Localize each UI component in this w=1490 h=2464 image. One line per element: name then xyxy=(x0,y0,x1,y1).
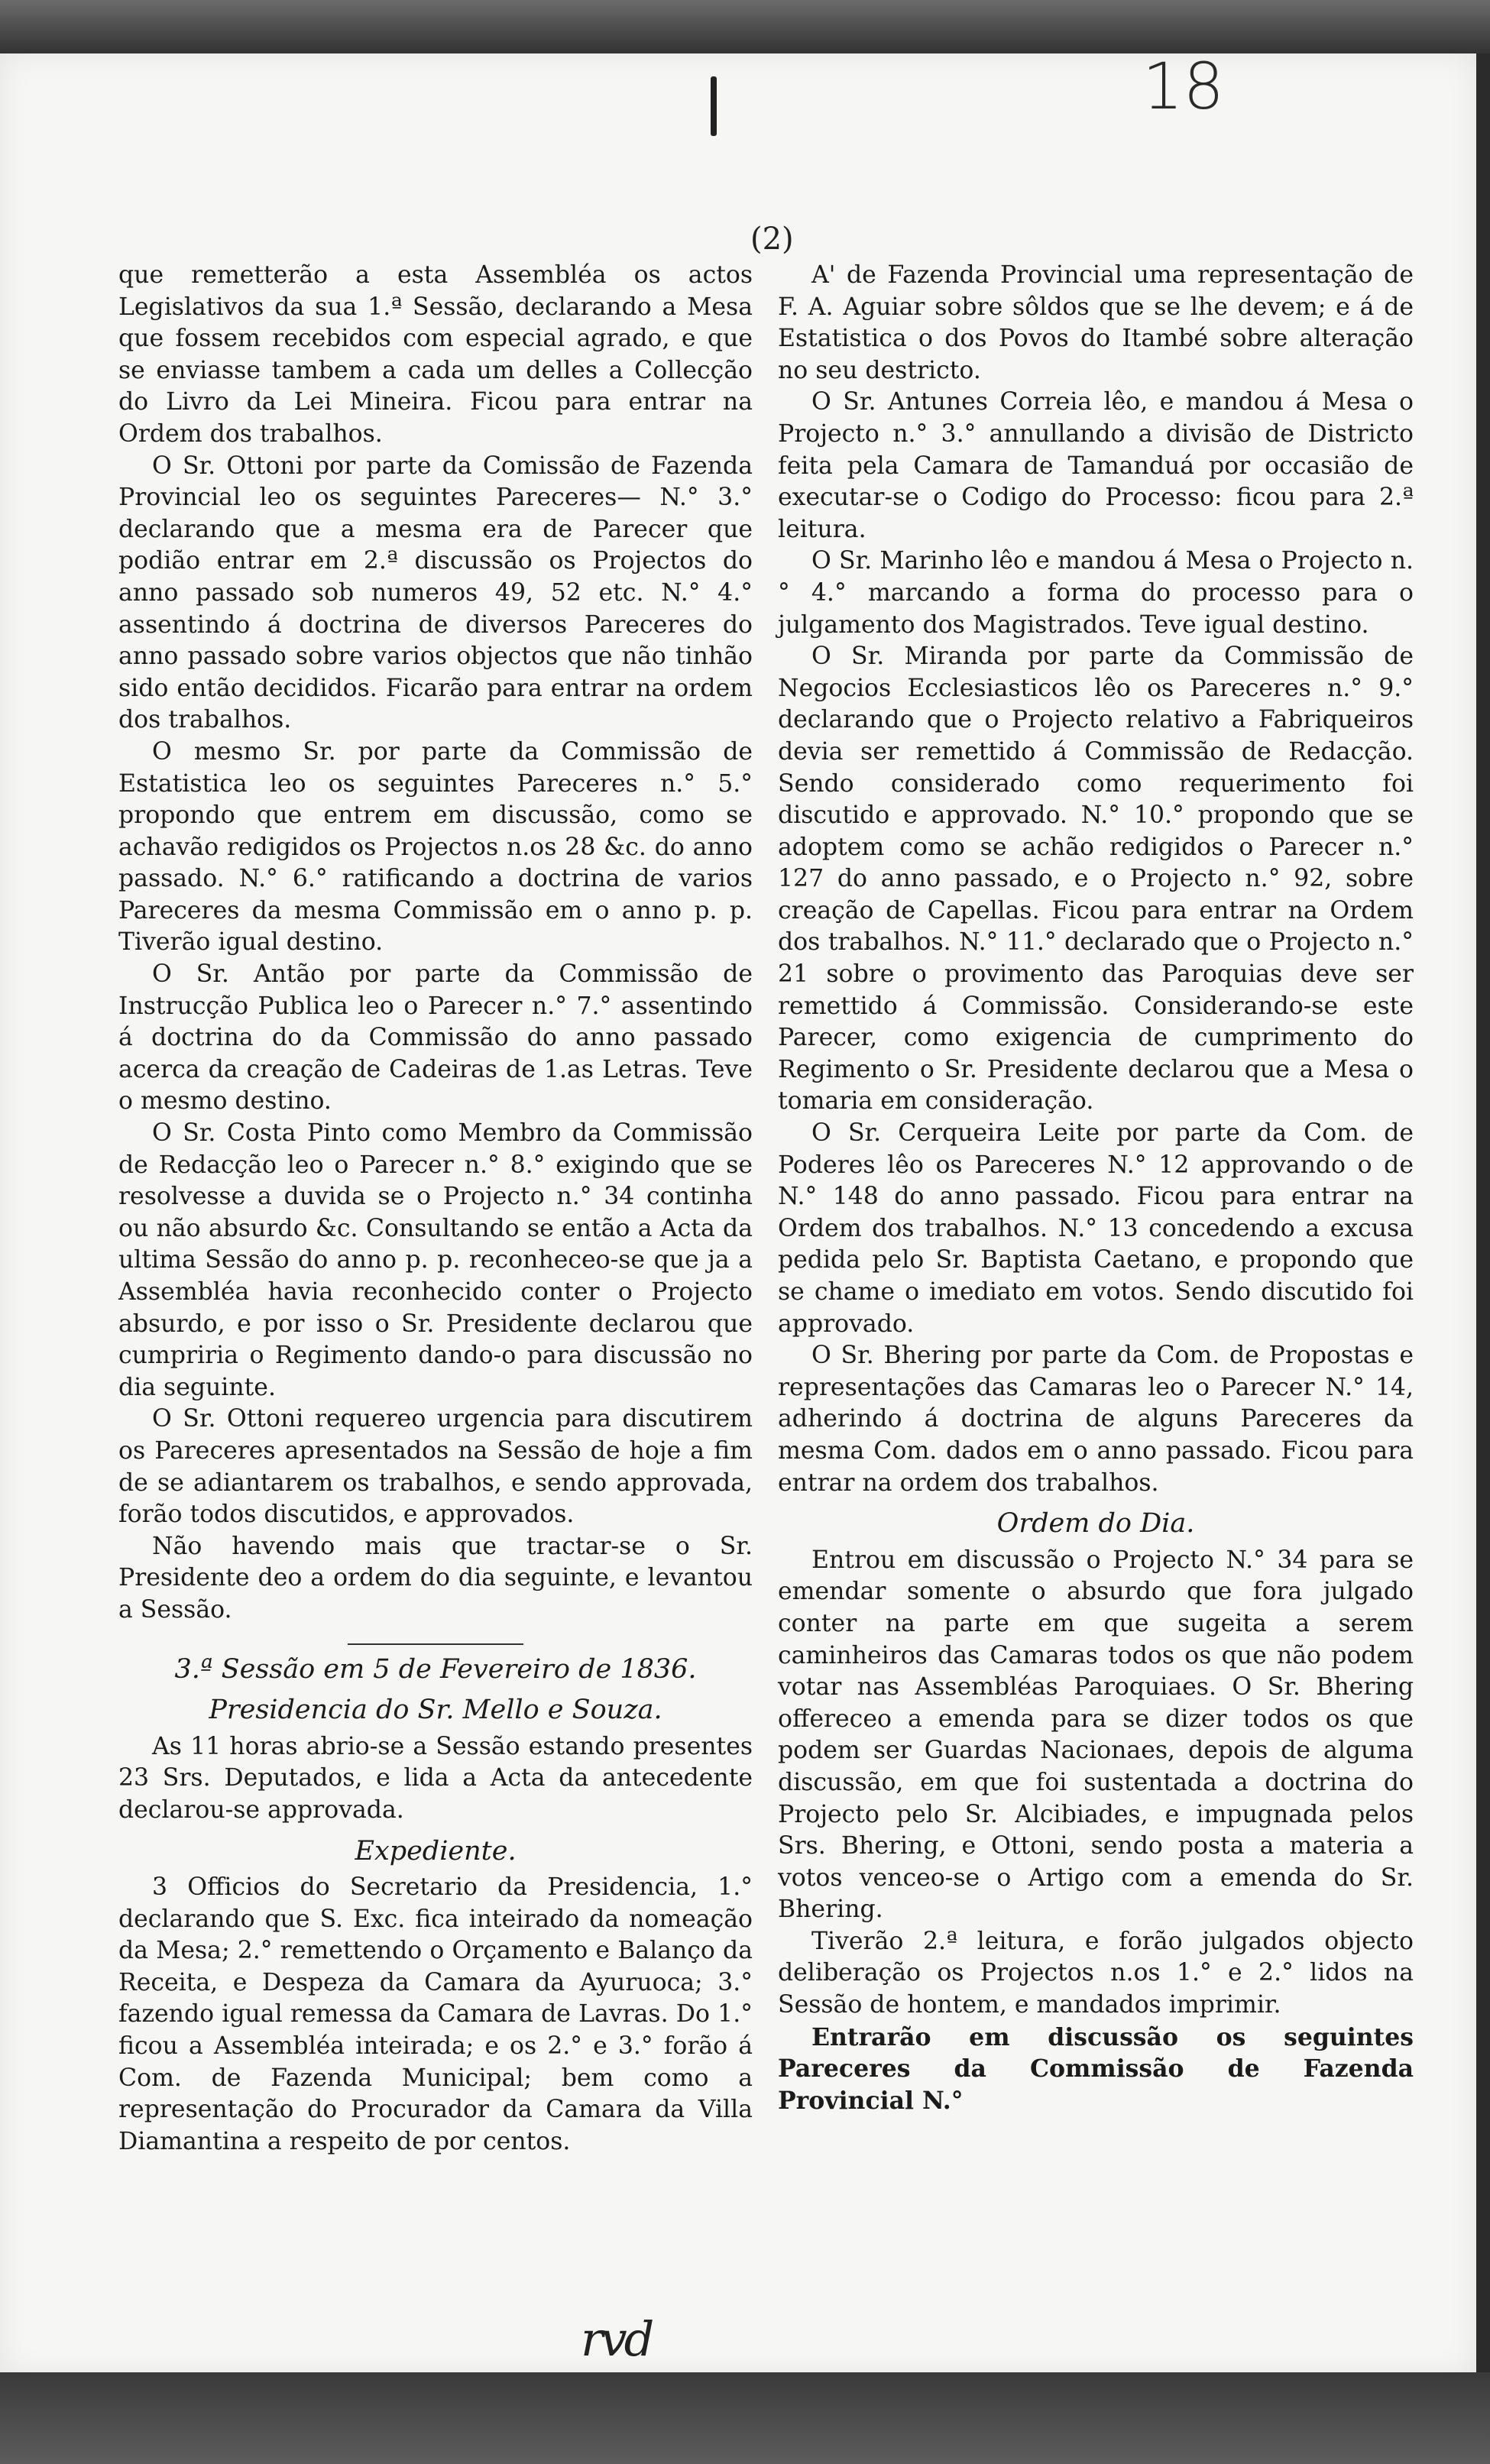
paragraph: 3 Officios do Secretario da Presidencia, 1.° declarando que S. Exc. fica inteirado da nomeação da Mesa; 2.° remettendo o Orçamento e Balanço da Receita, e Despeza da Camara da Ayuruoca; 3.° fazendo igual remessa da Camara de Lavras. Do 1.° ficou a Assembléa inteirada; e os 2.° e 3.° forão á Com. de Fazenda Municipal; bem como a representação do Procurador da Camara da Villa Diamantina a respeito de por centos. xyxy=(118,1873,753,2155)
scan-border-right xyxy=(1476,53,1490,2376)
paragraph: O Sr. Bhering por parte da Com. de Propostas e representações das Camaras leo o Parecer N.° 14, adherindo á doctrina de alguns Pareceres da mesma Com. dados em o anno passado. Ficou para entrar na ordem dos trabalhos. xyxy=(778,1342,1414,1497)
paragraph: O mesmo Sr. por parte da Commissão de Estatistica leo os seguintes Pareceres n.° 5.° propondo que entrem em discussão, como se achavão redigidos os Projectos n.os 28 &c. do anno passado. N.° 6.° ratificando a doctrina de varios Pareceres da mesma Commissão em o anno p. p. Tiverão igual destino. xyxy=(118,737,753,957)
left-column xyxy=(118,260,753,2158)
page-number: (2) xyxy=(750,222,794,257)
section-divider xyxy=(348,1643,523,1645)
right-column xyxy=(778,260,1414,2116)
paragraph: O Sr. Miranda por parte da Commissão de Negocios Ecclesiasticos lêo os Pareceres n.° 9.° declarando que o Projecto relativo a Fabriqueiros devia ser remettido á Commissão de Redacção. Sendo considerado como requerimento foi discutido e approvado. N.° 10.° propondo que se adoptem como se achão redigidos o Parecer n.° 127 do anno passado, e o Projecto n.° 92, sobre creação de Capellas. Ficou para entrar na Ordem dos trabalhos. N.° 11.° declarado que o Projecto n.° 21 sobre o provimento das Paroquias deve ser remettido á Commissão. Considerando-se este Parecer, como exigencia de cumprimento do Regimento o Sr. Presidente declarou que a Mesa o tomaria em consideração. xyxy=(778,643,1414,1115)
expediente-heading: Expediente. xyxy=(355,1835,517,1867)
paragraph: As 11 horas abrio-se a Sessão estando presentes 23 Srs. Deputados, e lida a Acta da antecedente declarou-se approvada. xyxy=(118,1732,753,1824)
paragraph: O Sr. Antão por parte da Commissão de Instrucção Publica leo o Parecer n.° 7.° assentindo á doctrina do da Commissão do anno passado acerca da creação de Cadeiras de 1.as Letras. Teve o mesmo destino. xyxy=(118,960,753,1115)
paragraph: O Sr. Costa Pinto como Membro da Commissão de Redacção leo o Parecer n.° 8.° exigindo que se resolvesse a duvida se o Projecto n.° 34 continha ou não absurdo &c. Consultando se então a Acta da ultima Sessão do anno p. p. reconheceo-se que ja a Assembléa havia reconhecido conter o Projecto absurdo, e por isso o Sr. Presidente declarou que cumpriria o Regimento dando-o para discussão no dia seguinte. xyxy=(118,1119,753,1401)
paragraph: O Sr. Marinho lêo e mandou á Mesa o Projecto n.° 4.° marcando a forma do processo para o julgamento dos Magistrados. Teve igual destino. xyxy=(778,547,1414,639)
paragraph: O Sr. Antunes Correia lêo, e mandou á Mesa o Projecto n.° 3.° annullando a divisão de Districto feita pela Camara de Tamanduá por occasião de executar-se o Codigo do Processo: ficou para 2.ª leitura. xyxy=(778,388,1414,543)
paragraph: O Sr. Ottoni requereo urgencia para discutirem os Pareceres apresentados na Sessão de hoje a fim de se adiantarem os trabalhos, e sendo approvada, forão todos discutidos, e approvados. xyxy=(118,1405,753,1529)
paragraph: Não havendo mais que tractar-se o Sr. Presidente deo a ordem do dia seguinte, e levantou a Sessão. xyxy=(118,1532,753,1624)
paragraph: Entrou em discussão o Projecto N.° 34 para se emendar somente o absurdo que fora julgado conter na parte em que sugeita a serem caminheiros das Camaras todos os que não podem votar nas Assembléas Paroquiaes. O Sr. Bhering offereceo a emenda para se dizer todos os que podem ser Guardas Nacionaes, depois de alguma discussão, em que foi sustentada a doctrina do Projecto pelo Sr. Alcibiades, e impugnada pelos Srs. Bhering, e Ottoni, sendo posta a materia a votos venceo-se o Artigo com a emenda do Sr. Bhering. xyxy=(778,1546,1414,1924)
paragraph: que remetterão a esta Assembléa os actos Legislativos da sua 1.ª Sessão, declarando a Mesa que fossem recebidos com especial agrado, e que se enviasse tambem a cada um delles a Collecção do Livro da Lei Mineira. Ficou para entrar na Ordem dos trabalhos. xyxy=(118,261,753,448)
ordem-heading: Ordem do Dia. xyxy=(996,1508,1195,1540)
paragraph: Entrarão em discussão os seguintes Pareceres da Commissão de Fazenda Provincial N.° xyxy=(778,2022,1414,2115)
folio-mark: 18 xyxy=(1142,49,1224,124)
handwritten-scrawl: rvd xyxy=(581,2311,652,2367)
paragraph: Tiverão 2.ª leitura, e forão julgados objecto deliberação os Projectos n.os 1.° e 2.° lidos na Sessão de hontem, e mandados imprimir. xyxy=(778,1927,1414,2019)
paragraph: O Sr. Cerqueira Leite por parte da Com. de Poderes lêo os Pareceres N.° 12 approvando o de N.° 148 do anno passado. Ficou para entrar na Ordem dos trabalhos. N.° 13 concedendo a excusa pedida pelo Sr. Baptista Caetano, e propondo que se chame o imediato em votos. Sendo discutido foi approvado. xyxy=(778,1119,1414,1338)
scan-border-bottom xyxy=(0,2372,1490,2464)
paragraph: A' de Fazenda Provincial uma representação de F. A. Aguiar sobre sôldos que se lhe devem; e á de Estatistica o dos Povos do Itambé sobre alteração no seu destricto. xyxy=(778,261,1414,384)
scan-border-top xyxy=(0,0,1490,61)
session-heading: 3.ª Sessão em 5 de Fevereiro de 1836. xyxy=(174,1653,697,1685)
presidency-heading: Presidencia do Sr. Mello e Souza. xyxy=(209,1695,662,1726)
pen-mark xyxy=(711,76,717,136)
paragraph: O Sr. Ottoni por parte da Comissão de Fazenda Provincial leo os seguintes Pareceres— N.° 3.° declarando que a mesma era de Parecer que podião entrar em 2.ª discussão os Projectos do anno passado sob numeros 49, 52 etc. N.° 4.° assentindo á doctrina de diversos Pareceres do anno passado sobre varios objectos que não tinhão sido então decididos. Ficarão para entrar na ordem dos trabalhos. xyxy=(118,452,753,734)
